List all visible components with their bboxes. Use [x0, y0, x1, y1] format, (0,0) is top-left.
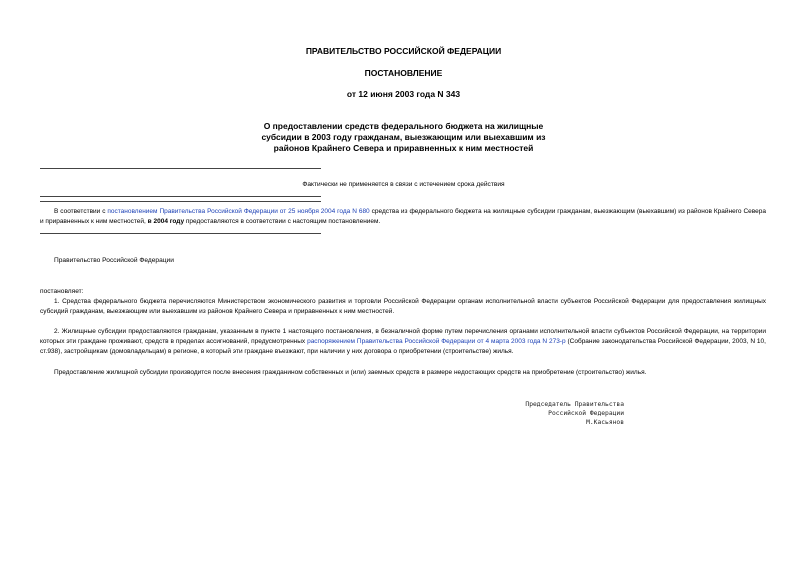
paragraph-1-text: 1. Средства федерального бюджета перечисляются Министерством экономического развития и торговли Российской Федерации органам исполнительной власти субъектов Российской Федерации для предоставления жилищных субсидий гражданам, выезжающим или выехавшим из районов Крайнего Севера и приравненных к ним местностей.: [40, 298, 766, 315]
paragraph-1: [40, 297, 766, 317]
document-type: ПОСТАНОВЛЕНИЕ: [364, 68, 443, 78]
document-date-number: от 12 июня 2003 года N 343: [346, 89, 461, 99]
divider: [40, 168, 321, 169]
amendment-text: средства из федерального бюджета на жилищные субсидии гражданам, выезжающим (выехавшим) из районов Крайнего Севера и приравненных к ним местностей,: [40, 208, 767, 225]
divider: [40, 233, 321, 234]
signature-line: Российской Федерации: [548, 410, 624, 417]
paragraph-3-text: Предоставление жилищной субсидии производится после внесения гражданином собственных и (или) заемных средств в размере недостающих средств на приобретение (строительство) жилья.: [54, 369, 647, 376]
document-title: [0, 121, 807, 154]
divider: [40, 201, 321, 202]
government-phrase: Правительство Российской Федерации: [54, 257, 174, 264]
paragraph-2-text: (Собрание законодательства Российской Федерации, 2003, N 10, ст.938), застройщикам (домовладельцам) в регионе, в который эти граждане въезжают, при наличии у них договора о приобретении (строительстве) жилья.: [40, 338, 766, 355]
amendment-text: предоставляются в соответствии с настоящим постановлением.: [184, 218, 381, 225]
paragraph-3: [40, 368, 766, 378]
signature-block: [508, 400, 624, 427]
title-line: районов Крайнего Севера и приравненных к ним местностей: [273, 143, 534, 153]
paragraph-2: [40, 327, 766, 357]
amendment-year: в 2004 году: [147, 218, 185, 225]
resolves-word: постановляет:: [40, 288, 84, 295]
order-273-link[interactable]: распоряжением Правительства Российской Федерации от 4 марта 2003 года N 273-р: [307, 338, 566, 345]
amendment-paragraph: [40, 207, 766, 227]
decree-680-link[interactable]: постановлением Правительства Российской Федерации от 25 ноября 2004 года N 680: [107, 208, 370, 215]
title-line: О предоставлении средств федерального бюджета на жилищные: [263, 121, 544, 131]
title-line: субсидии в 2003 году гражданам, выезжающим или выехавшим из: [261, 132, 546, 142]
signature-line: Председатель Правительства: [525, 401, 624, 408]
amendment-text: В соответствии с: [54, 208, 108, 215]
divider: [40, 196, 321, 197]
signature-line: М.Касьянов: [586, 419, 624, 426]
paragraph-2-text: 2. Жилищные субсидии предоставляются гражданам, указанным в пункте 1 настоящего постановления, в безналичной форме путем перечисления органами исполнительной власти субъектов Российской Федерации, на территории которых эти граждане проживают, средств в пределах ассигнований, предусмотренных: [40, 328, 766, 345]
status-note: Фактически не применяется в связи с истечением срока действия: [302, 181, 505, 188]
government-heading: ПРАВИТЕЛЬСТВО РОССИЙСКОЙ ФЕДЕРАЦИИ: [305, 46, 502, 56]
